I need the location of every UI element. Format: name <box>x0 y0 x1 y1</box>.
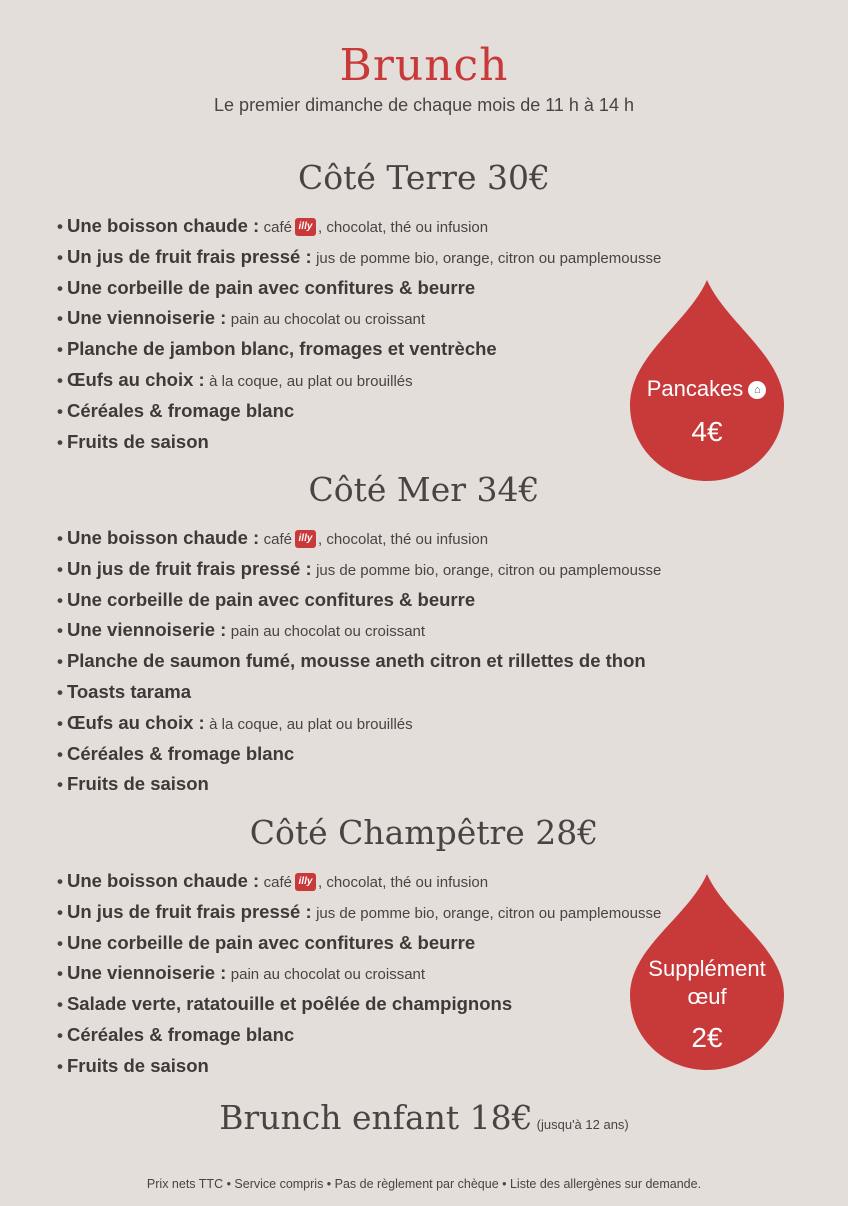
menu-item <box>57 1051 661 1082</box>
menu-item <box>57 523 661 554</box>
menu-item <box>57 242 661 273</box>
bullet-icon: • <box>57 1056 63 1076</box>
menu-item-main: Une corbeille de pain avec confitures & beurre <box>66 276 476 298</box>
menu-item-main: Un jus de fruit frais pressé : <box>66 245 312 267</box>
footer-note: Prix nets TTC • Service compris • Pas de règlement par chèque • Liste des allergènes sur demande. <box>146 1177 702 1191</box>
menu-item <box>57 769 661 800</box>
section-title-champetre: Côté Champêtre 28€ <box>249 813 599 852</box>
menu-list-champetre <box>57 866 661 1082</box>
bullet-icon: • <box>57 432 63 452</box>
bullet-icon: • <box>57 559 63 579</box>
bullet-icon: • <box>57 621 63 641</box>
menu-item <box>57 646 661 677</box>
page-subtitle: Le premier dimanche de chaque mois de 11 h à 14 h <box>214 95 634 115</box>
bullet-icon: • <box>57 682 63 702</box>
bullet-icon: • <box>57 964 63 984</box>
bullet-icon: • <box>57 370 63 390</box>
menu-item-main: Céréales & fromage blanc <box>66 742 295 764</box>
menu-item-detail: pain au chocolat ou croissant <box>230 623 426 641</box>
menu-item <box>57 989 661 1020</box>
menu-item-main: Œufs au choix : <box>66 368 205 390</box>
menu-item <box>57 211 661 242</box>
menu-item-main: Une corbeille de pain avec confitures & beurre <box>66 588 476 610</box>
kids-brunch-note: (jusqu'à 12 ans) <box>536 1117 629 1132</box>
menu-item-main: Une viennoiserie : <box>66 962 227 984</box>
section-title-mer: Côté Mer 34€ <box>308 470 540 509</box>
bullet-icon: • <box>57 217 63 236</box>
menu-item <box>57 1020 661 1051</box>
page-title: Brunch <box>339 40 509 91</box>
illy-logo-icon: illy <box>295 218 316 236</box>
menu-item-main: Fruits de saison <box>66 1054 209 1076</box>
bullet-icon: • <box>57 278 63 298</box>
kids-brunch <box>0 1098 848 1137</box>
menu-item-main: Œufs au choix : <box>66 711 205 733</box>
menu-item <box>57 708 661 739</box>
bullet-icon: • <box>57 1025 63 1045</box>
supplement-badge <box>628 872 786 1072</box>
kids-brunch-title: Brunch enfant 18€ <box>219 1098 533 1137</box>
menu-item-detail: , chocolat, thé ou infusion <box>317 531 489 548</box>
menu-item-main: Toasts tarama <box>66 680 192 702</box>
menu-item-detail: à la coque, au plat ou brouillés <box>209 372 413 390</box>
bullet-icon: • <box>57 933 63 953</box>
menu-item <box>57 554 661 585</box>
menu-item <box>57 303 661 334</box>
menu-item-detail: jus de pomme bio, orange, citron ou pamplemousse <box>316 249 662 267</box>
menu-item <box>57 897 661 928</box>
bullet-icon: • <box>57 713 63 733</box>
bullet-icon: • <box>57 590 63 610</box>
bullet-icon: • <box>57 995 63 1015</box>
bullet-icon: • <box>57 340 63 360</box>
menu-item-main: Salade verte, ratatouille et poêlée de champignons <box>66 993 513 1015</box>
illy-logo-icon: illy <box>295 873 316 891</box>
menu-item-main: Une corbeille de pain avec confitures & beurre <box>66 931 476 953</box>
menu-item <box>57 677 661 708</box>
menu-item-main: Une boisson chaude : <box>66 870 260 891</box>
menu-item-main: Fruits de saison <box>66 773 209 795</box>
menu-item <box>57 615 661 646</box>
bullet-icon: • <box>57 872 63 891</box>
menu-item-detail: pain au chocolat ou croissant <box>230 311 426 329</box>
menu-item-main: Une viennoiserie : <box>66 307 227 329</box>
menu-item-main: Céréales & fromage blanc <box>66 1023 295 1045</box>
menu-item-detail: , chocolat, thé ou infusion <box>317 219 489 236</box>
bullet-icon: • <box>57 309 63 329</box>
menu-item-detail: jus de pomme bio, orange, citron ou pamplemousse <box>316 561 662 579</box>
bullet-icon: • <box>57 652 63 672</box>
menu-item-main: Une boisson chaude : <box>66 215 260 236</box>
menu-list-mer <box>57 523 661 800</box>
supplement-line2: œuf <box>687 984 727 1009</box>
menu-item-detail: pain au chocolat ou croissant <box>230 966 426 984</box>
menu-item <box>57 928 661 959</box>
menu-item <box>57 958 661 989</box>
section-title-terre: Côté Terre 30€ <box>298 158 550 197</box>
menu-item-main: Planche de saumon fumé, mousse aneth citron et rillettes de thon <box>66 650 646 672</box>
menu-item-detail: , chocolat, thé ou infusion <box>317 874 489 891</box>
pancakes-label: Pancakes <box>646 376 744 401</box>
menu-list-terre <box>57 211 661 457</box>
menu-item-main: Un jus de fruit frais pressé : <box>66 557 312 579</box>
menu-item <box>57 866 661 897</box>
menu-item-detail: café <box>263 531 292 548</box>
menu-item <box>57 334 661 365</box>
menu-item-main: Planche de jambon blanc, fromages et ventrèche <box>66 338 497 360</box>
menu-item-detail: jus de pomme bio, orange, citron ou pamplemousse <box>316 904 662 922</box>
menu-item-main: Fruits de saison <box>66 430 209 452</box>
supplement-price: 2€ <box>691 1022 723 1053</box>
menu-item-main: Céréales & fromage blanc <box>66 399 295 421</box>
menu-item <box>57 365 661 396</box>
menu-item-main: Une boisson chaude : <box>66 527 260 548</box>
bullet-icon: • <box>57 902 63 922</box>
menu-item-detail: café <box>263 219 292 236</box>
menu-item-main: Une viennoiserie : <box>66 619 227 641</box>
bullet-icon: • <box>57 401 63 421</box>
menu-item <box>57 396 661 427</box>
bullet-icon: • <box>57 529 63 548</box>
menu-item <box>57 739 661 770</box>
illy-logo-icon: illy <box>295 530 316 548</box>
pancakes-price: 4€ <box>691 416 723 447</box>
menu-item-detail: à la coque, au plat ou brouillés <box>209 715 413 733</box>
bullet-icon: • <box>57 744 63 764</box>
menu-item <box>57 273 661 304</box>
fait-maison-icon: ⌂ <box>747 380 767 400</box>
supplement-line1: Supplément <box>648 956 766 981</box>
menu-item <box>57 427 661 458</box>
menu-item-detail: café <box>263 874 292 891</box>
menu-item-main: Un jus de fruit frais pressé : <box>66 900 312 922</box>
bullet-icon: • <box>57 775 63 795</box>
pancakes-badge <box>628 278 786 483</box>
bullet-icon: • <box>57 247 63 267</box>
menu-item <box>57 585 661 616</box>
